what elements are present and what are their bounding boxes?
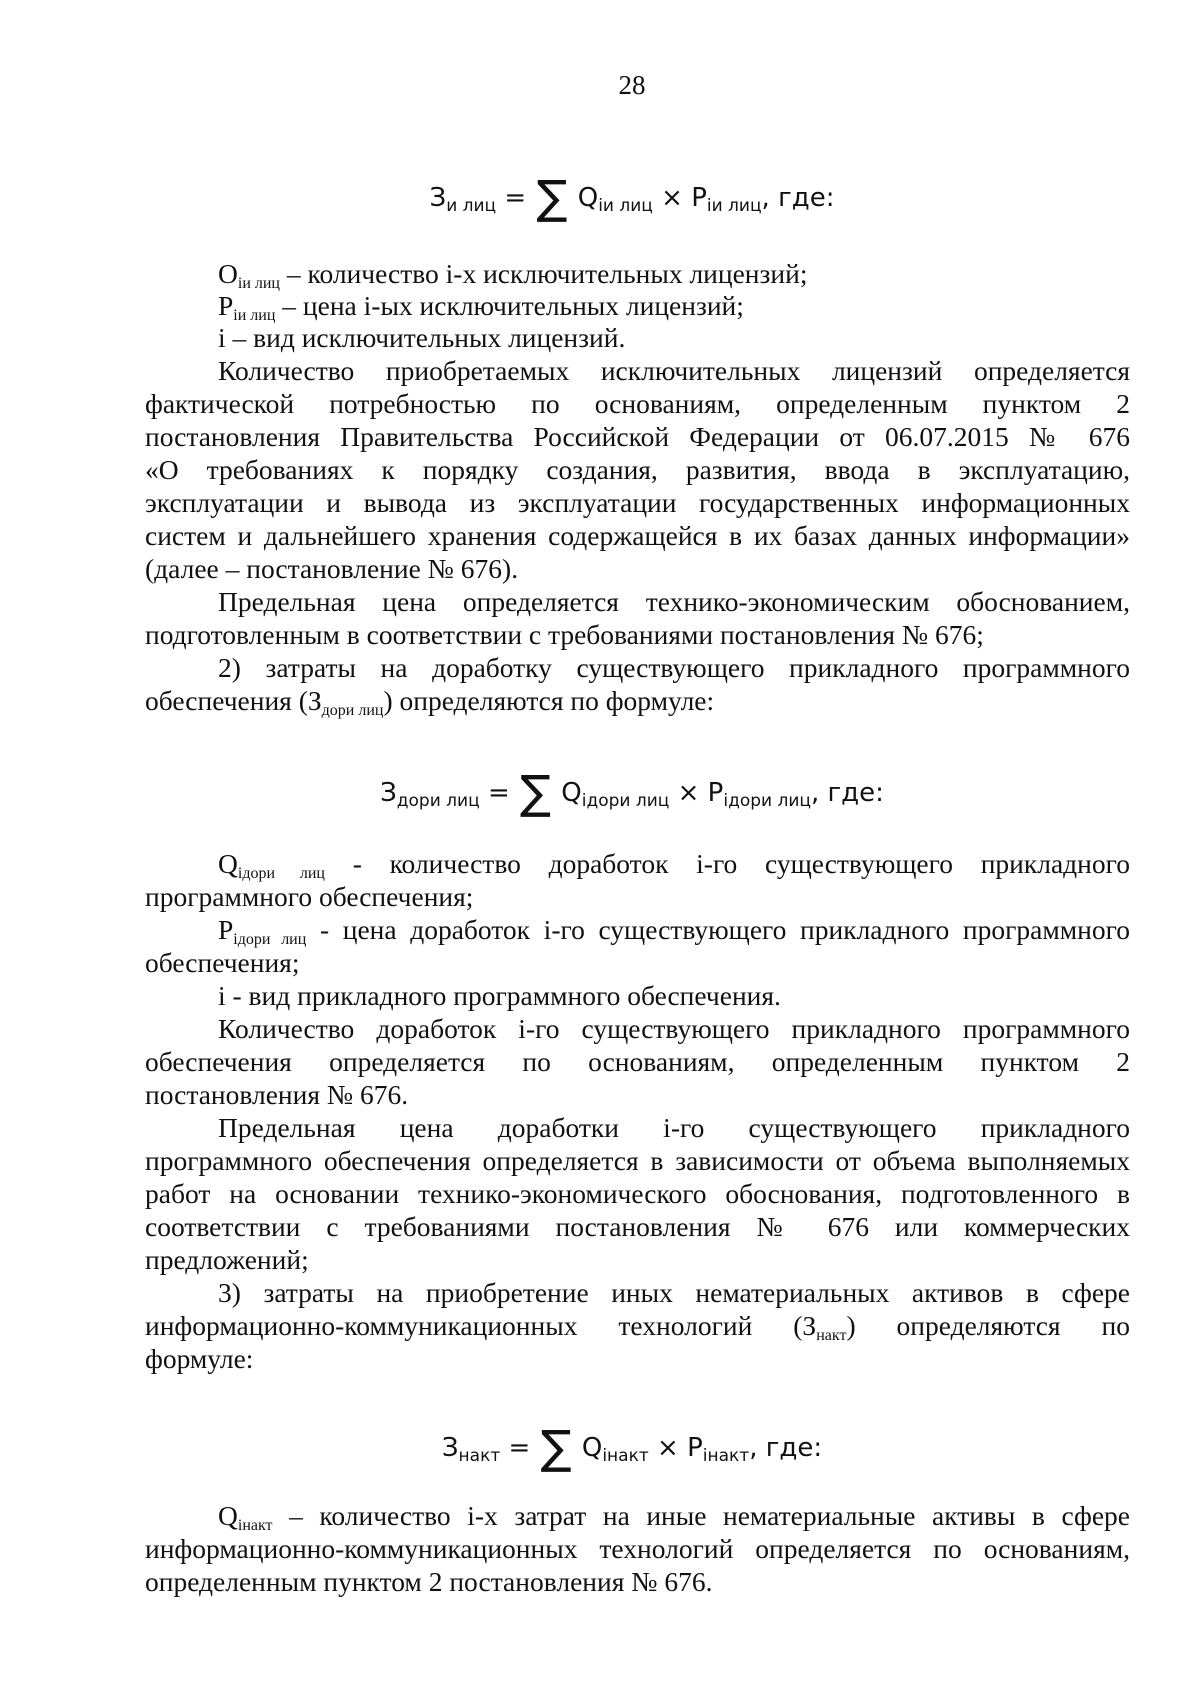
definition-index-2: i - вид прикладного программного обеспечения. (218, 980, 781, 1011)
formula-tail: , где: (810, 778, 884, 808)
text: обеспечения (З (145, 685, 322, 716)
formula-quantity-subscript: iи лиц (598, 196, 653, 216)
formula-lhs: З (429, 183, 447, 213)
symbol: P (218, 914, 234, 945)
formula-lhs: З (380, 778, 397, 808)
formula-tail: , где: (761, 183, 835, 213)
paragraph-line: предложений; (145, 1244, 309, 1275)
formula-quantity: Q (561, 778, 582, 808)
formula-lhs: З (441, 1433, 459, 1463)
definition-text: программного обеспечения; (145, 881, 474, 912)
formula-lhs-subscript: дори лиц (396, 791, 480, 811)
text: ) определяются по (846, 1310, 1130, 1341)
symbol-subscript: iнакт (237, 1517, 273, 1534)
formula-price-subscript: iдори лиц (723, 791, 811, 811)
sum-symbol: ∑ (536, 170, 568, 224)
definition-text: информационно-коммуникационных технологий определяется по основаниям, (145, 1533, 1130, 1564)
formula-tail: , где: (749, 1433, 823, 1463)
formula-price-subscript: iнакт (702, 1446, 750, 1466)
formula-lhs-subscript: накт (458, 1446, 501, 1466)
formula-quantity-subscript: iдори лиц (581, 791, 670, 811)
definition-quantity-3 (218, 1500, 1130, 1535)
definition-price-1 (218, 290, 744, 325)
times-sign: × (657, 1433, 679, 1463)
times-sign: × (677, 778, 700, 808)
times-sign: × (661, 183, 683, 213)
equals-sign: = (504, 183, 527, 213)
definition-text: – количество i-х исключительных лицензий; (280, 258, 808, 289)
definition-text: – цена i-ых исключительных лицензий; (275, 290, 744, 321)
paragraph-line: эксплуатации и вывода из эксплуатации государственных информационных (145, 487, 1130, 518)
symbol-subscript: iи лиц (233, 307, 276, 324)
formula-lhs-subscript: и лиц (446, 196, 497, 216)
paragraph-line: соответствии с требованиями постановления № 676 или коммерческих (145, 1211, 1130, 1242)
formula-price: P (687, 1433, 703, 1463)
paragraph-line: постановления № 676. (145, 1079, 409, 1110)
paragraph-line: постановления Правительства Российской Федерации от 06.07.2015 № 676 (145, 421, 1130, 452)
definition-quantity-1 (218, 258, 807, 293)
formula-price: P (691, 183, 707, 213)
sum-symbol: ∑ (540, 1420, 572, 1474)
paragraph-line: работ на основании технико-экономического обоснования, подготовленного в (145, 1178, 1130, 1209)
paragraph-line: (далее – постановление № 676). (145, 553, 519, 584)
formula-exclusive-licenses (0, 170, 1200, 224)
paragraph-line: формуле: (145, 1343, 254, 1374)
definition-text: обеспечения; (145, 947, 300, 978)
formula-quantity: Q (581, 1433, 603, 1463)
paragraph-line: программного обеспечения определяется в зависимости от объема выполняемых (145, 1145, 1130, 1176)
formula-quantity-subscript: iнакт (602, 1446, 649, 1466)
equals-sign: = (508, 1433, 531, 1463)
text: ) определяются по формуле: (383, 685, 715, 716)
symbol-subscript: дори лиц (321, 702, 384, 719)
paragraph-line: 2) затраты на доработку существующего прикладного программного (218, 652, 1130, 683)
definition-index-1: i – вид исключительных лицензий. (218, 322, 626, 353)
formula-price-subscript: iи лиц (706, 196, 762, 216)
symbol: P (218, 290, 234, 321)
paragraph-line: Предельная цена определяется технико-экономическим обоснованием, (218, 586, 1130, 617)
symbol-subscript: iи лиц (237, 275, 280, 292)
paragraph-line: фактической потребностью по основаниям, определенным пунктом 2 (145, 388, 1130, 419)
paragraph-line: Количество приобретаемых исключительных лицензий определяется (218, 355, 1130, 386)
formula-software-improvement (0, 765, 1200, 819)
paragraph-line: Предельная цена доработки i-го существующего прикладного (218, 1112, 1130, 1143)
definition-text: – количество i-х затрат на иные нематериальные активы в сфере (272, 1500, 1130, 1531)
symbol-subscript: iдори лиц (237, 865, 325, 882)
symbol-subscript: накт (816, 1327, 847, 1344)
sum-symbol: ∑ (520, 765, 551, 819)
definition-price-2 (218, 914, 1130, 949)
definition-text: - количество доработок i-го существующего прикладного (324, 848, 1130, 879)
symbol: O (218, 258, 238, 289)
text: информационно-коммуникационных технологий (З (145, 1310, 817, 1341)
paragraph-line: 3) затраты на приобретение иных нематериальных активов в сфере (218, 1277, 1130, 1308)
symbol: Q (218, 1500, 238, 1531)
equals-sign: = (487, 778, 510, 808)
paragraph-line: Количество доработок i-го существующего прикладного программного (218, 1013, 1130, 1044)
page-number: 28 (618, 70, 646, 100)
formula-price: P (707, 778, 724, 808)
symbol: Q (218, 848, 238, 879)
symbol-subscript: iдори лиц (233, 931, 307, 948)
paragraph-line: систем и дальнейшего хранения содержащейся в их базах данных информации» (145, 520, 1130, 551)
paragraph-line: обеспечения определяется по основаниям, определенным пунктом 2 (145, 1046, 1130, 1077)
paragraph-line: подготовленным в соответствии с требованиями постановления № 676; (145, 619, 984, 650)
paragraph-line (145, 685, 714, 720)
definition-quantity-2 (218, 848, 1130, 883)
definition-text: определенным пунктом 2 постановления № 676. (145, 1566, 713, 1597)
formula-intangible-assets (0, 1420, 1200, 1474)
formula-quantity: Q (577, 183, 599, 213)
paragraph-line: «О требованиях к порядку создания, развития, ввода в эксплуатацию, (145, 454, 1130, 485)
paragraph-line (145, 1310, 1130, 1345)
definition-text: - цена доработок i-го существующего прикладного программного (306, 914, 1130, 945)
